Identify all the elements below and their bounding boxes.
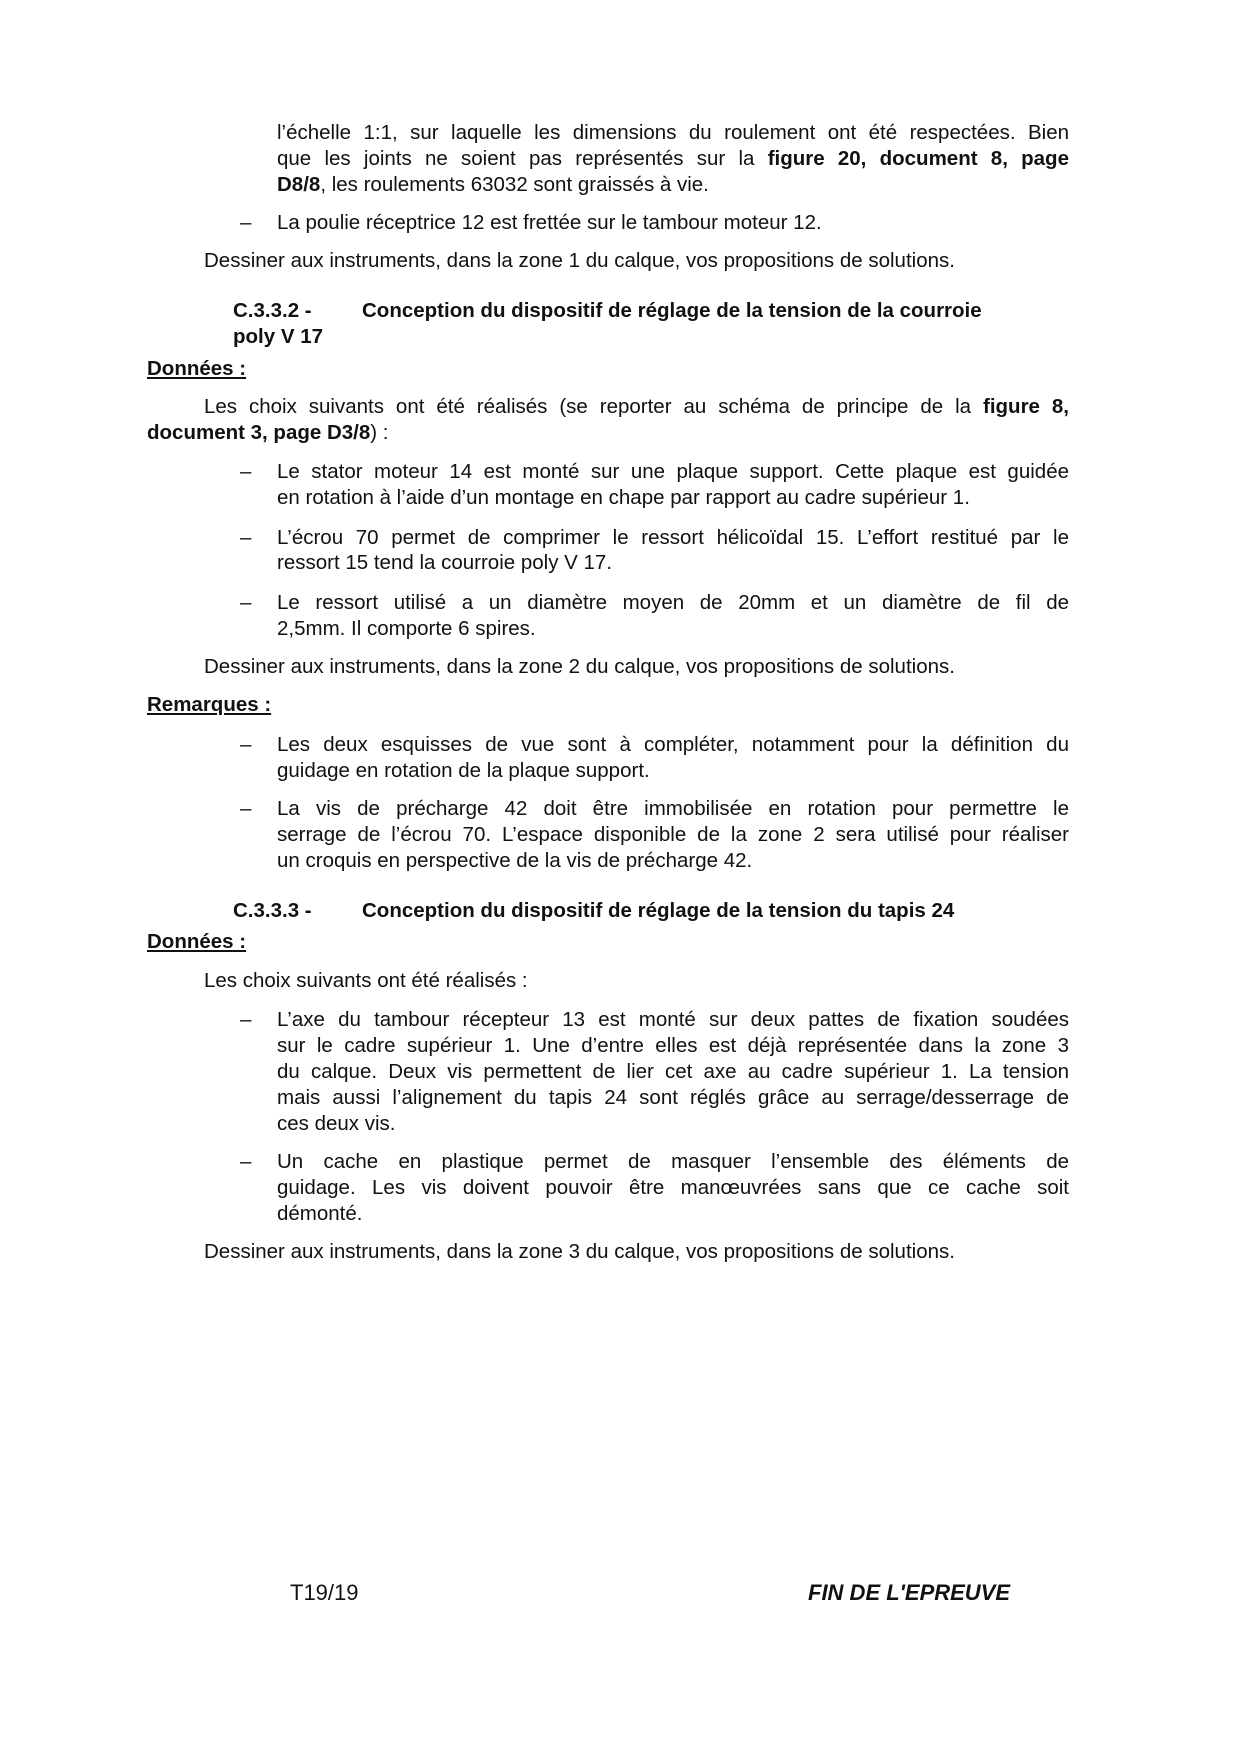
bullet-dash: – [240, 1008, 252, 1031]
text-segment: poly V 17 [233, 325, 324, 348]
text-segment: un croquis en perspective de la vis de précharge 42. [277, 849, 753, 872]
text-segment: 2,5mm. Il comporte 6 spires. [277, 617, 536, 640]
text-segment: du calque. Deux vis permettent de lier cet axe au cadre supérieur 1. La tension [277, 1060, 1069, 1083]
text-segment: guidage. Les vis doivent pouvoir être manœuvrées sans que ce cache soit [277, 1176, 1069, 1199]
bullet-dash: – [240, 460, 252, 483]
text-line [277, 486, 970, 510]
text-segment: en rotation à l’aide d’un montage en chape par rapport au cadre supérieur 1. [277, 486, 970, 509]
text-segment: que les joints ne soient pas représentés sur la [277, 147, 768, 170]
text-line [204, 655, 955, 679]
text-line [277, 1176, 1069, 1200]
text-segment: C.3.3.2 - [233, 299, 312, 322]
text-line [277, 460, 1069, 484]
text-line [277, 173, 709, 197]
text-line [277, 1034, 1069, 1058]
text-segment: serrage de l’écrou 70. L’espace disponible de la zone 2 sera utilisé pour réaliser [277, 823, 1069, 846]
text-line [277, 551, 612, 575]
text-line [277, 211, 822, 235]
text-segment: Le ressort utilisé a un diamètre moyen de 20mm et un diamètre de fil de [277, 591, 1069, 614]
bullet-dash: – [240, 797, 252, 820]
text-segment: Dessiner aux instruments, dans la zone 2 du calque, vos propositions de solutions. [204, 655, 955, 678]
text-segment: , les roulements 63032 sont graissés à vie. [320, 173, 709, 196]
text-line [277, 797, 1069, 821]
text-segment: Dessiner aux instruments, dans la zone 3 du calque, vos propositions de solutions. [204, 1240, 955, 1263]
text-segment: Remarques : [147, 693, 272, 716]
text-segment: ) : [370, 421, 389, 444]
text-line [147, 930, 246, 954]
text-line [277, 759, 650, 783]
text-segment: La poulie réceptrice 12 est frettée sur le tambour moteur 12. [277, 211, 822, 234]
text-line [233, 899, 955, 923]
text-segment: Données : [147, 357, 247, 380]
text-segment: ressort 15 tend la courroie poly V 17. [277, 551, 613, 574]
text-segment: document 3, page D3/8 [147, 421, 371, 444]
bullet-dash: – [240, 211, 252, 234]
text-segment: guidage en rotation de la plaque support. [277, 759, 650, 782]
page-number: T19/19 [290, 1580, 359, 1605]
end-of-exam-label: FIN DE L'EPREUVE [808, 1580, 1011, 1605]
text-line [233, 325, 323, 349]
bullet-dash: – [240, 526, 252, 549]
text-line [204, 249, 955, 273]
text-segment: D8/8 [277, 173, 321, 196]
text-segment: figure 20, document 8, page [767, 147, 1069, 170]
text-segment: Les choix suivants ont été réalisés : [204, 969, 528, 992]
text-segment: Conception du dispositif de réglage de la tension du tapis 24 [362, 899, 955, 922]
text-line [277, 526, 1069, 550]
text-line [277, 1202, 362, 1226]
text-segment: figure 8, [983, 395, 1069, 418]
text-segment: Dessiner aux instruments, dans la zone 1 du calque, vos propositions de solutions. [204, 249, 955, 272]
text-segment: L’écrou 70 permet de comprimer le ressort hélicoïdal 15. L’effort restitué par le [277, 526, 1069, 549]
text-line [277, 1008, 1069, 1032]
text-segment: sur le cadre supérieur 1. Une d’entre elles est déjà représentée dans la zone 3 [277, 1034, 1069, 1057]
text-line [277, 147, 1069, 171]
bullet-dash: – [240, 1150, 252, 1173]
text-line [277, 849, 752, 873]
text-segment: ces deux vis. [277, 1112, 396, 1135]
text-segment: mais aussi l’alignement du tapis 24 sont réglés grâce au serrage/desserrage de [277, 1086, 1069, 1109]
text-segment: Le stator moteur 14 est monté sur une plaque support. Cette plaque est guidée [277, 460, 1069, 483]
text-segment: Un cache en plastique permet de masquer l’ensemble des éléments de [277, 1150, 1069, 1173]
text-line [277, 733, 1069, 757]
text-line [277, 591, 1069, 615]
bullet-dash: – [240, 591, 252, 614]
text-segment: La vis de précharge 42 doit être immobilisée en rotation pour permettre le [277, 797, 1069, 820]
text-segment: Conception du dispositif de réglage de la tension de la courroie [362, 299, 982, 322]
text-segment: L’axe du tambour récepteur 13 est monté sur deux pattes de fixation soudées [277, 1008, 1069, 1031]
bullet-dash: – [240, 733, 252, 756]
text-line [277, 1150, 1069, 1174]
text-line [233, 299, 982, 323]
text-line [277, 1086, 1069, 1110]
text-line [204, 395, 1069, 419]
text-line [204, 969, 528, 993]
text-segment: C.3.3.3 - [233, 899, 312, 922]
text-line [147, 693, 271, 717]
text-segment: démonté. [277, 1202, 363, 1225]
text-line [277, 1112, 396, 1136]
text-line [277, 617, 536, 641]
text-line [147, 357, 246, 381]
text-line [204, 1240, 955, 1264]
text-line [277, 121, 1069, 145]
text-segment: Les deux esquisses de vue sont à compléter, notamment pour la définition du [277, 733, 1069, 756]
text-segment: Les choix suivants ont été réalisés (se reporter au schéma de principe de la [204, 395, 983, 418]
text-line [147, 421, 389, 445]
text-segment: l’échelle 1:1, sur laquelle les dimensions du roulement ont été respectées. Bien [277, 121, 1069, 144]
text-line [277, 823, 1069, 847]
text-segment: Données : [147, 930, 247, 953]
text-line [277, 1060, 1069, 1084]
